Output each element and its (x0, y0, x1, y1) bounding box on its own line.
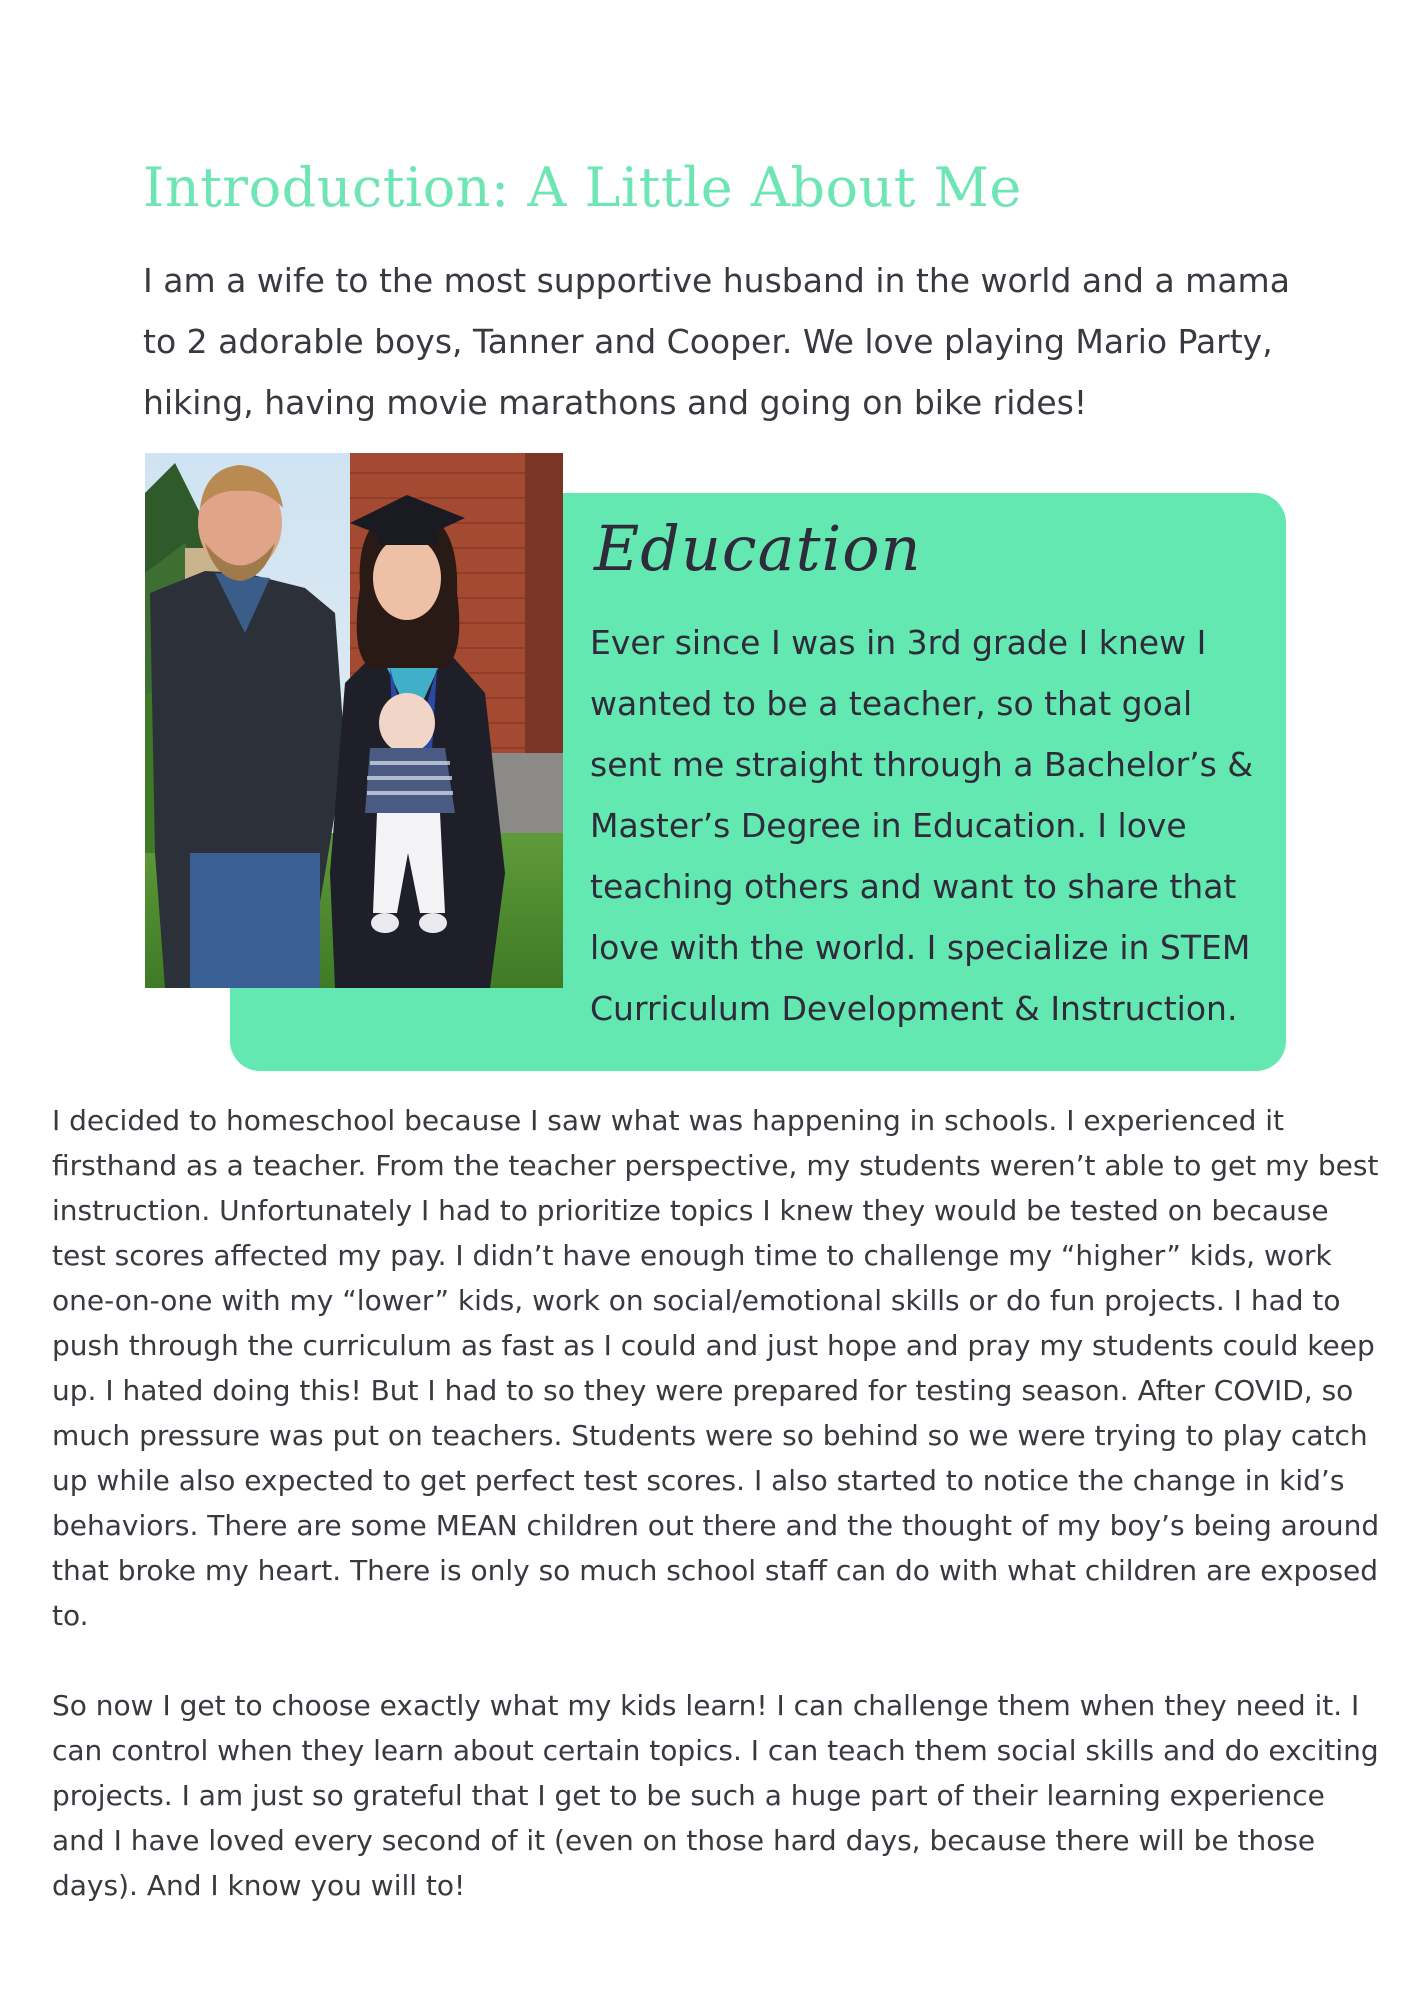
homeschool-paragraph: I decided to homeschool because I saw what was happening in schools. I experienced it firsthand as a teacher. From the teacher perspective, my students weren’t able to get my best instruction. Unfortunately I had to prioritize topics I knew they would be tested on because test scores affected my pay. I didn’t have enough time to challenge my “higher” kids, work one-on-one with my “lower” kids, work on social/emotional skills or do fun projects. I had to push through the curriculum as fast as I could and just hope and pray my students could keep up. I hated doing this! But I had to so they were prepared for testing season. After COVID, so much pressure was put on teachers. Students were so behind so we were trying to play catch up while also expected to get perfect test scores. I also started to notice the change in kid’s behaviors. There are some MEAN children out there and the thought of my boy’s being around that broke my heart. There is only so much school staff can do with what children are exposed to. (52, 1104, 1380, 1632)
page-title: Introduction: A Little About Me (143, 156, 1022, 219)
intro-paragraph: I am a wife to the most supportive husband in the world and a mama to 2 adorable boys, Tanner and Cooper. We love playing Mario Party, hiking, having movie marathons and going on bike rides! (143, 261, 1290, 422)
closing-paragraph: So now I get to choose exactly what my kids learn! I can challenge them when they need it. I can control when they learn about certain topics. I can teach them social skills and do exciting projects. I am just so grateful that I get to be such a huge part of their learning experience and I have loved every second of it (even on those hard days, because there will be those days). And I know you will to! (52, 1689, 1379, 1902)
education-heading: Education (594, 512, 922, 585)
family-photo (145, 453, 563, 988)
education-paragraph: Ever since I was in 3rd grade I knew I wanted to be a teacher, so that goal sent me straight through a Bachelor’s & Master’s Degree in Education. I love teaching others and want to share that love with the world. I specialize in STEM Curriculum Development & Instruction. (590, 623, 1254, 1028)
